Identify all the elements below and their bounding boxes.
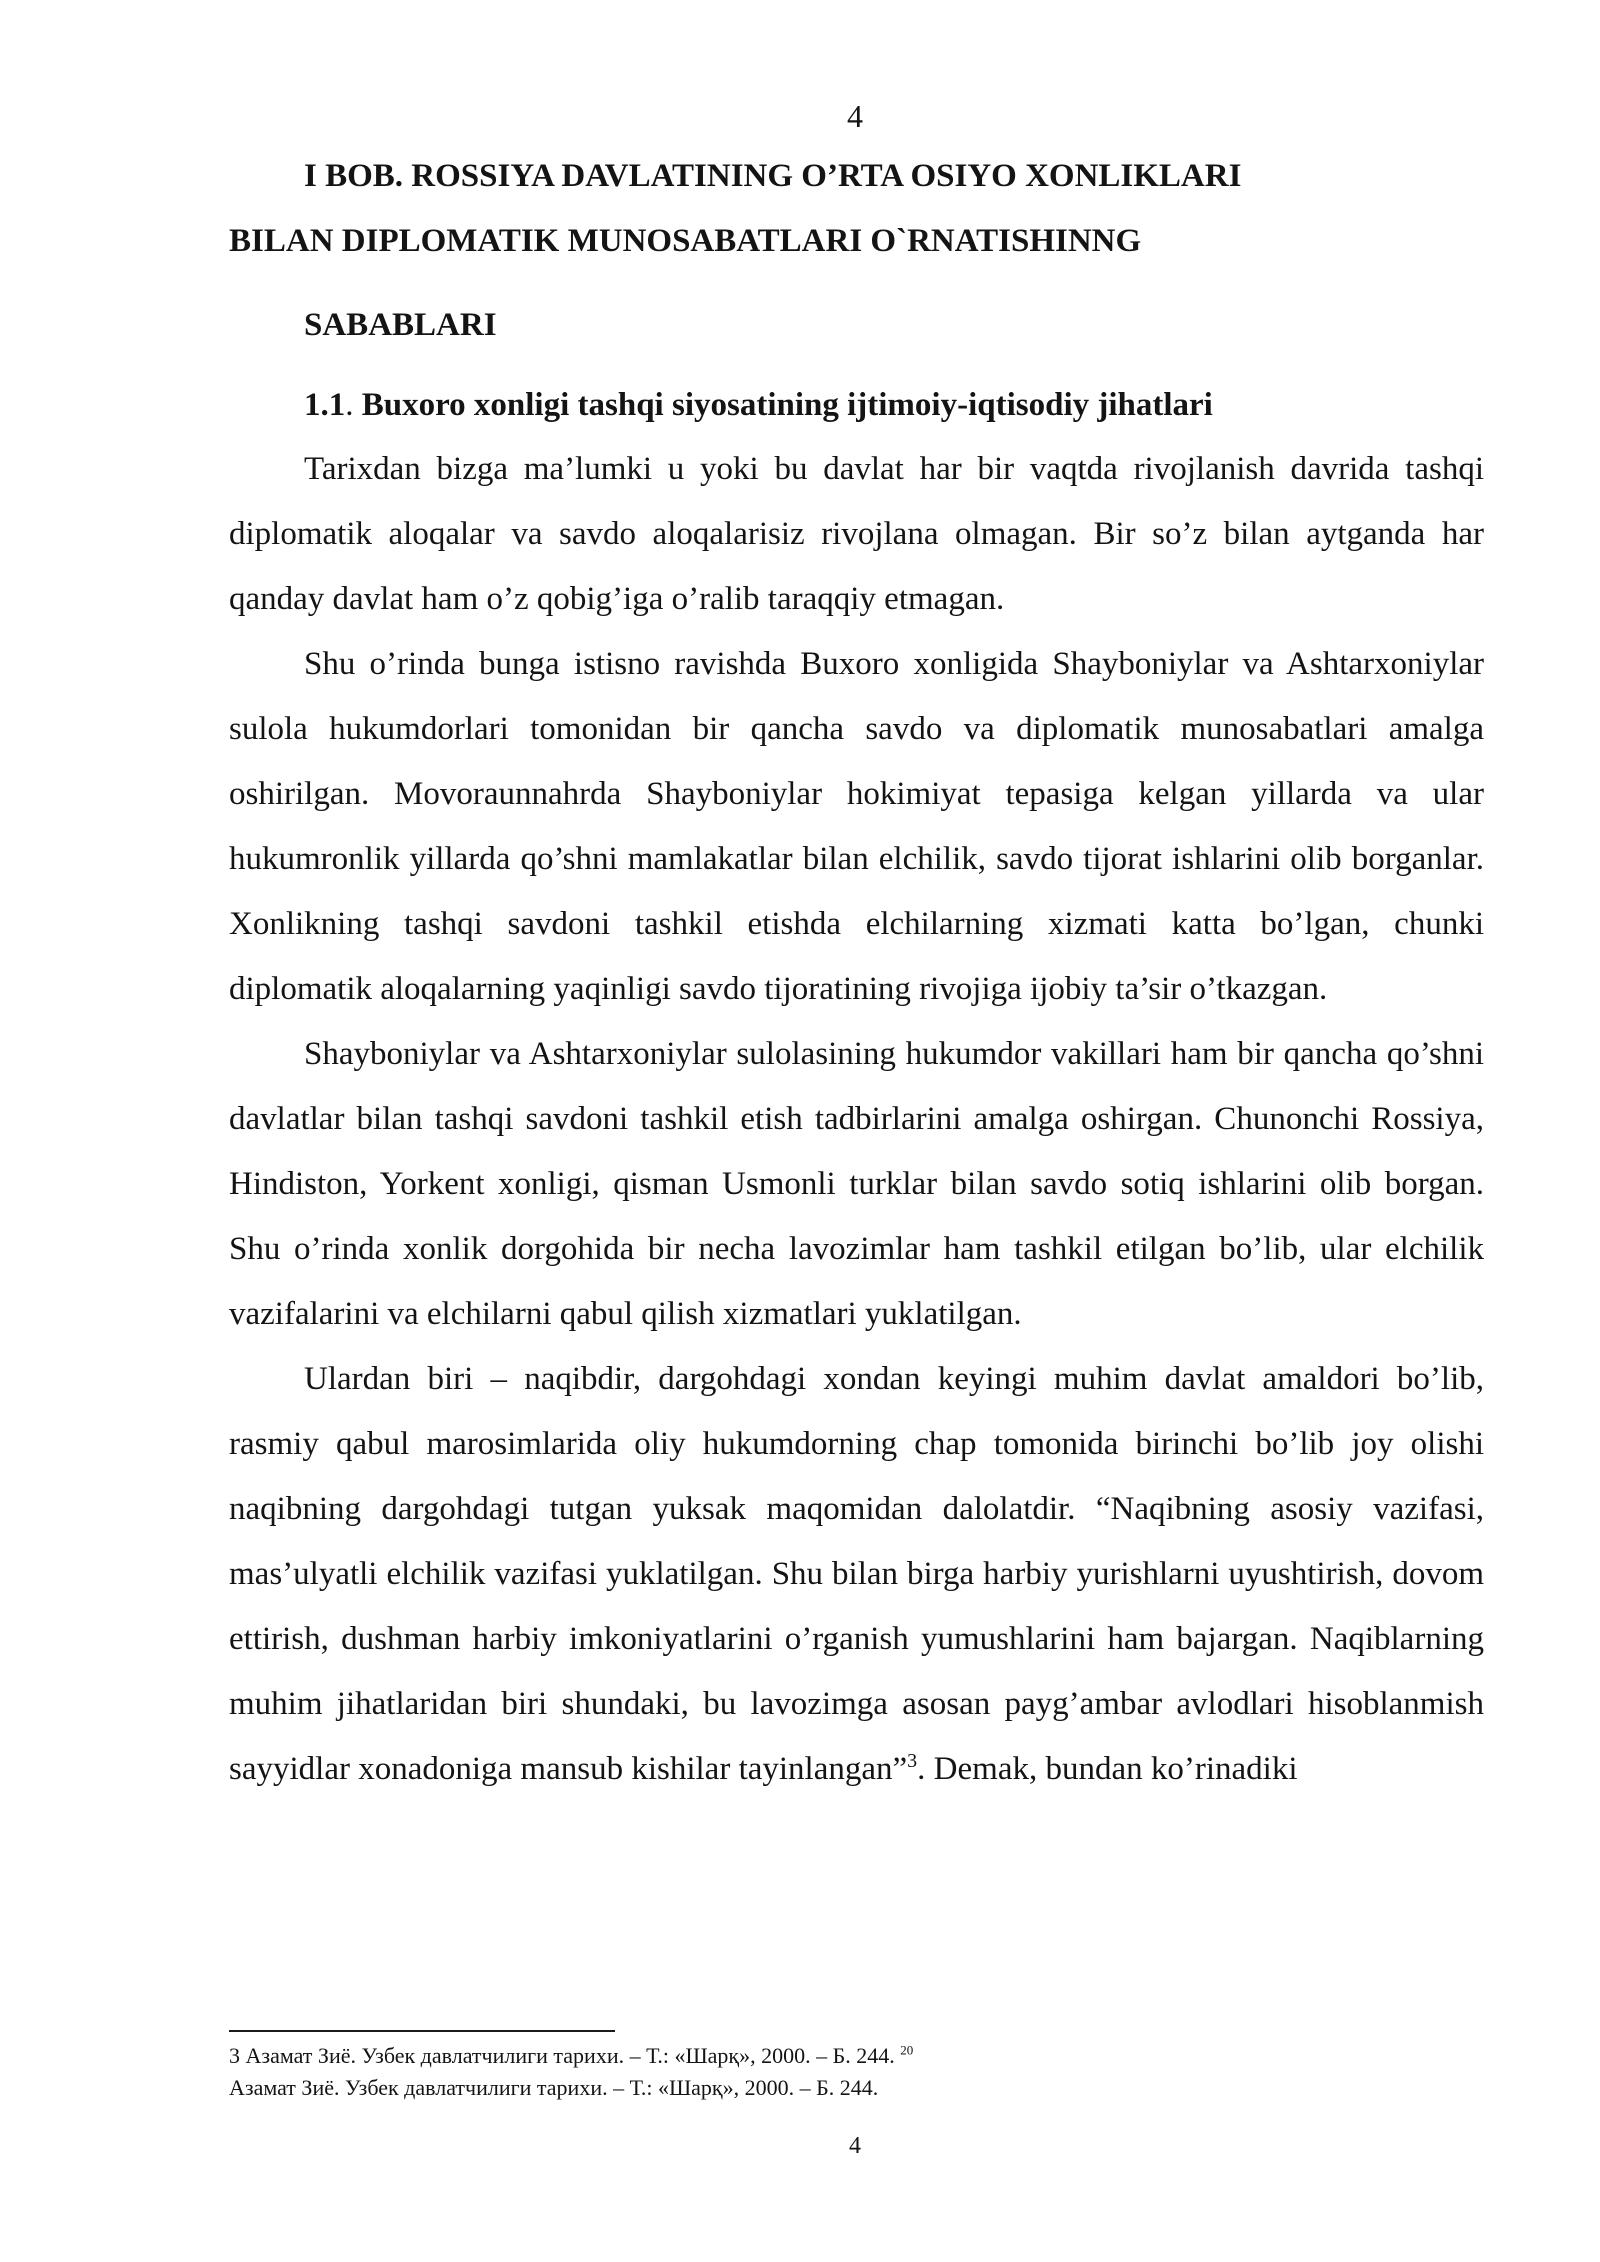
page-number-bottom: 4 bbox=[849, 2133, 861, 2159]
paragraph-2: Shu o’rinda bunga istisno ravishda Buxoro xonligida Shayboniylar va Ashtarxoniylar sulola hukumdorlari tomonidan bir qancha savdo va diplomatik munosabatlari amalga oshirilgan. Movoraunnahrda Shayboniylar hokimiyat tepasiga kelgan yillarda va ular hukumronlik yillarda qo’shni mamlakatlar bilan elchilik, savdo tijorat ishlarini olib borganlar. Xonlikning tashqi savdoni tashkil etishda elchilarning xizmati katta bo’lgan, chunki diplomatik aloqalarning yaqinligi savdo tijoratining rivojiga ijobiy ta’sir o’tkazgan. bbox=[229, 646, 1484, 1007]
footnote-1 bbox=[229, 2040, 1484, 2072]
chapter-title-line-2: BILAN DIPLOMATIK MUNOSABATLARI O`RNATISHINNG bbox=[229, 223, 1142, 259]
paragraph-1: Tarixdan bizga ma’lumki u yoki bu davlat har bir vaqtda rivojlanish davrida tashqi diplomatik aloqalar va savdo aloqalarisiz rivojlana olmagan. Bir so’z bilan aytganda har qanday davlat ham o’z qobig’iga o’ralib taraqqiy etmagan. bbox=[229, 451, 1484, 617]
footnote-1-text: 3 Азамат Зиё. Узбек давлатчилиги тарихи. – Т.: «Шарқ», 2000. – Б. 244. bbox=[229, 2043, 901, 2068]
footnote-2: Азамат Зиё. Узбек давлатчилиги тарихи. – Т.: «Шарқ», 2000. – Б. 244. bbox=[229, 2075, 879, 2100]
section-heading bbox=[304, 373, 1213, 438]
footnote-separator bbox=[229, 2030, 615, 2032]
section-number-dot: . bbox=[345, 387, 354, 423]
footnote-reference[interactable]: 3 bbox=[907, 1750, 918, 1772]
paragraph-4-tail: . Demak, bundan ko’rinadiki bbox=[917, 1751, 1298, 1787]
paragraph-4-text: Ulardan biri – naqibdir, dargohdagi xondan keyingi muhim davlat amaldori bo’lib, rasmiy qabul marosimlarida oliy hukumdorning chap tomonida birinchi bo’lib joy olishi naqibning dargohdagi tutgan yuksak maqomidan dalolatdir. “Naqibning asosiy vazifasi, mas’ulyatli elchilik vazifasi yuklatilgan. Shu bilan birga harbiy yurishlarni uyushtirish, dovom ettirish, dushman harbiy imkoniyatlarini o’rganish yumushlarini ham bajargan. Naqiblarning muhim jihatlaridan biri shundaki, bu lavozimga asosan payg’ambar avlodlari hisoblanmish sayyidlar xonadoniga mansub kishilar tayinlangan” bbox=[229, 1361, 1484, 1787]
page-number-top: 4 bbox=[847, 98, 863, 134]
chapter-title bbox=[229, 144, 1484, 274]
footnotes bbox=[229, 2040, 1484, 2104]
body-text bbox=[229, 437, 1484, 1802]
section-title: Buxoro xonligi tashqi siyosatining ijtimoiy-iqtisodiy jihatlari bbox=[353, 387, 1213, 423]
paragraph-3: Shayboniylar va Ashtarxoniylar sulolasining hukumdor vakillari ham bir qancha qo’shni davlatlar bilan tashqi savdoni tashkil etish tadbirlarini amalga oshirgan. Chunonchi Rossiya, Hindiston, Yorkent xonligi, qisman Usmonli turklar bilan savdo sotiq ishlarini olib borgan. Shu o’rinda xonlik dorgohida bir necha lavozimlar ham tashkil etilgan bo’lib, ular elchilik vazifalarini va elchilarni qabul qilish xizmatlari yuklatilgan. bbox=[229, 1036, 1484, 1332]
section-number: 1.1 bbox=[304, 387, 346, 423]
chapter-title-line-3: SABABLARI bbox=[304, 307, 497, 343]
chapter-title-line-1: I BOB. ROSSIYA DAVLATINING O’RTA OSIYO XONLIKLARI bbox=[304, 158, 1242, 194]
paragraph-4 bbox=[229, 1347, 1484, 1802]
footnote-1-superscript: 20 bbox=[900, 2042, 914, 2058]
